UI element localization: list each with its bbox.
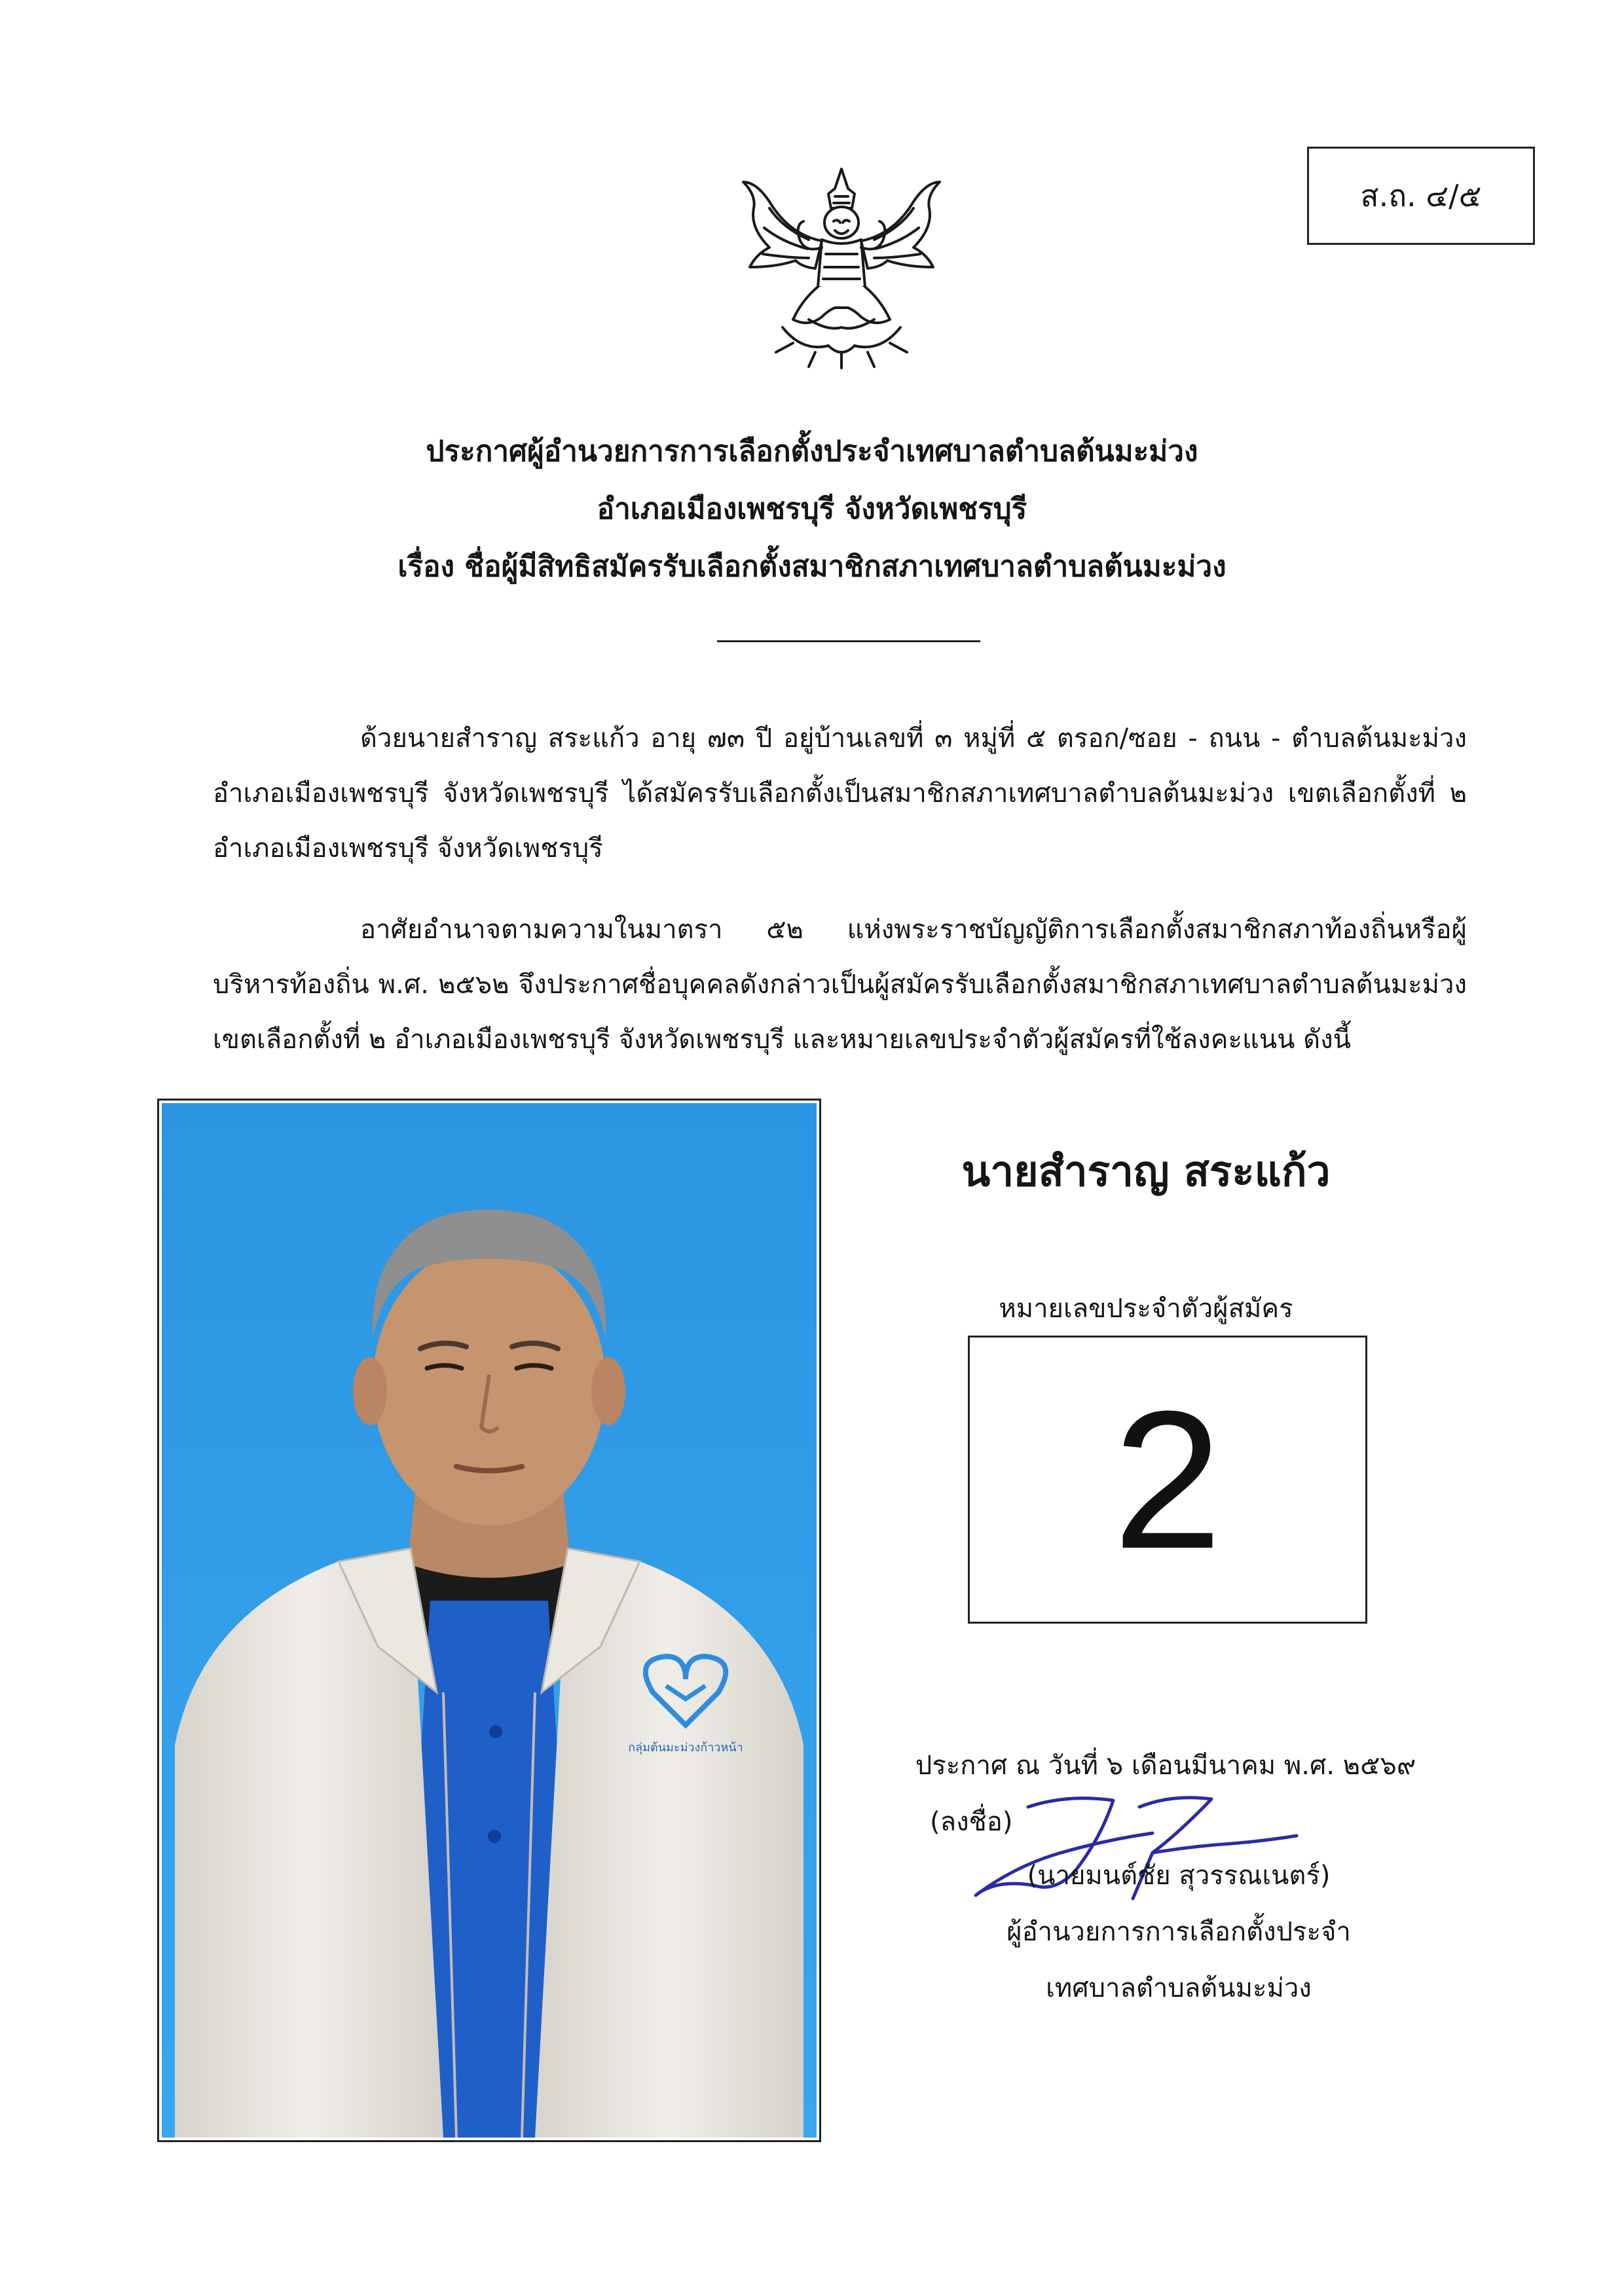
candidate-name: นายสำราญ สระแก้ว (961, 1148, 1331, 1196)
title-divider (717, 640, 980, 642)
form-code: ส.ถ. ๔/๕ (1360, 177, 1482, 213)
candidate-number-box (968, 1336, 1367, 1624)
body-paragraph-2-text: อาศัยอำนาจตามความในมาตรา ๕๒ แห่งพระราชบัญญัติการเลือกตั้งสมาชิกสภาท้องถิ่นหรือผู้บริหารท้องถิ่น พ.ศ. ๒๕๖๒ จึงประกาศชื่อบุคคลดังกล่าวเป็นผู้สมัครรับเลือกตั้งสมาชิกสภาเทศบาลตำบลต้นมะม่วง เขตเลือกตั้งที่ ๒ อำเภอเมืองเพชรบุรี จังหวัดเพชรบุรี และหมายเลขประจำตัวผู้สมัครที่ใช้ลงคะแนน ดังนี้ (213, 915, 1467, 1055)
candidate-number: 2 (1113, 1370, 1223, 1590)
announcement-subject: เรื่อง ชื่อผู้มีสิทธิสมัครรับเลือกตั้งสมาชิกสภาเทศบาลตำบลต้นมะม่วง (397, 550, 1227, 583)
form-code-box (1307, 147, 1535, 245)
garuda-emblem-icon (730, 156, 953, 372)
body-paragraph-2 (213, 902, 1467, 1067)
candidate-photo (162, 1103, 817, 2138)
candidate-number-label: หมายเลขประจำตัวผู้สมัคร (999, 1294, 1293, 1324)
sign-label: (ลงชื่อ) (930, 1807, 1013, 1837)
signer-name: (นายมนต์ชัย สุวรรณเนตร์) (1027, 1861, 1331, 1891)
signer-position-line2: เทศบาลตำบลต้นมะม่วง (1046, 1973, 1312, 2003)
signer-position-line1: ผู้อำนวยการการเลือกตั้งประจำ (1006, 1917, 1351, 1947)
announcement-title-line2: อำเภอเมืองเพชรบุรี จังหวัดเพชรบุรี (597, 492, 1027, 526)
announcement-date: ประกาศ ณ วันที่ ๖ เดือนมีนาคม พ.ศ. ๒๕๖๙ (915, 1751, 1416, 1781)
body-paragraph-1-text: ด้วยนายสำราญ สระแก้ว อายุ ๗๓ ปี อยู่บ้านเลขที่ ๓ หมู่ที่ ๕ ตรอก/ซอย - ถนน - ตำบลต้นมะม่วง อำเภอเมืองเพชรบุรี จังหวัดเพชรบุรี ได้สมัครรับเลือกตั้งเป็นสมาชิกสภาเทศบาลตำบลต้นมะม่วง เขตเลือกตั้งที่ ๒ อำเภอเมืองเพชรบุรี จังหวัดเพชรบุรี (213, 723, 1467, 864)
body-paragraph-1 (213, 711, 1467, 876)
jacket-logo-text: กลุ่มต้นมะม่วงก้าวหน้า (628, 1741, 743, 1755)
announcement-title-line1: ประกาศผู้อำนวยการการเลือกตั้งประจำเทศบาลตำบลต้นมะม่วง (426, 435, 1198, 468)
